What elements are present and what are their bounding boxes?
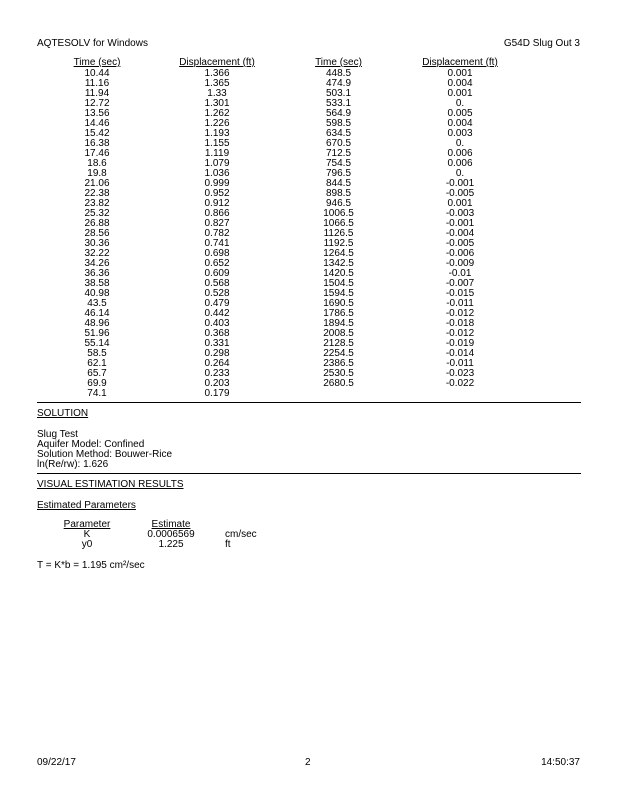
table-row (37, 289, 581, 299)
displacement-cell: -0.003 (445, 208, 475, 219)
time-cell: 670.5 (325, 138, 352, 149)
displacement-cell (400, 389, 520, 399)
displacement-cell: 1.036 (204, 168, 230, 179)
time-cell: 48.96 (84, 318, 110, 329)
displacement-cell: -0.001 (445, 218, 475, 229)
displacement-cell: 0.698 (204, 248, 230, 259)
time-cell: 2680.5 (323, 378, 354, 389)
time-cell: 58.5 (87, 348, 107, 359)
table-row (37, 139, 581, 149)
time-cell: 1192.5 (323, 238, 354, 249)
column-header: Displacement (ft) (179, 57, 255, 68)
time-cell: 40.98 (84, 288, 110, 299)
column-header: Displacement (ft) (422, 57, 498, 68)
solution-line: Aquifer Model: Confined (37, 439, 145, 450)
displacement-cell: -0.018 (445, 318, 475, 329)
time-cell: 474.9 (325, 78, 352, 89)
time-cell: 38.58 (84, 278, 110, 289)
table-row (37, 179, 581, 189)
time-cell: 55.14 (84, 338, 110, 349)
displacement-cell: 1.33 (207, 88, 227, 99)
displacement-cell: 1.226 (204, 118, 230, 129)
displacement-cell: 1.119 (204, 148, 230, 159)
time-cell: 754.5 (325, 158, 352, 169)
displacement-cell: -0.006 (445, 248, 475, 259)
time-cell: 18.6 (87, 158, 107, 169)
table-row (37, 209, 581, 219)
table-row (37, 369, 581, 379)
time-cell: 712.5 (325, 148, 352, 159)
displacement-cell: 0.652 (204, 258, 230, 269)
displacement-cell: -0.011 (446, 358, 474, 369)
time-cell: 503.1 (325, 88, 352, 99)
displacement-cell: 0.528 (204, 288, 230, 299)
displacement-cell: 0.368 (204, 328, 230, 339)
time-cell: 22.38 (84, 188, 110, 199)
time-cell: 1006.5 (323, 208, 354, 219)
footer-date: 09/22/17 (37, 757, 76, 768)
time-cell: 51.96 (84, 328, 110, 339)
parameter-column-header: Parameter (63, 519, 111, 530)
table-row (37, 239, 581, 249)
table-row (37, 299, 581, 309)
time-cell: 46.14 (84, 308, 110, 319)
parameter-unit: ft (225, 539, 231, 550)
parameter-value: 0.0006569 (147, 529, 195, 540)
displacement-cell: -0.022 (445, 378, 475, 389)
footer-page-number: 2 (305, 757, 311, 768)
time-cell: 34.26 (84, 258, 110, 269)
column-header: Time (sec) (315, 57, 362, 68)
displacement-cell: -0.015 (445, 288, 475, 299)
time-cell: 74.1 (87, 388, 107, 399)
displacement-cell: 0.001 (447, 88, 473, 99)
time-cell: 448.5 (325, 68, 352, 79)
solution-line: ln(Re/rw): 1.626 (37, 459, 109, 470)
time-cell: 1342.5 (323, 258, 354, 269)
table-row (37, 199, 581, 209)
displacement-cell: 0.005 (447, 108, 473, 119)
time-cell: 28.56 (84, 228, 110, 239)
parameter-unit: cm/sec (225, 529, 257, 540)
displacement-cell: -0.007 (445, 278, 475, 289)
displacement-cell: -0.023 (445, 368, 475, 379)
table-row (37, 129, 581, 139)
displacement-cell: 0.568 (204, 278, 230, 289)
time-cell: 11.94 (84, 88, 110, 99)
table-row (37, 159, 581, 169)
displacement-cell: 0. (455, 168, 465, 179)
table-row (37, 389, 581, 399)
table-row (37, 269, 581, 279)
displacement-cell: -0.01 (448, 268, 472, 279)
time-cell: 12.72 (84, 98, 110, 109)
time-cell: 1786.5 (323, 308, 354, 319)
time-cell: 15.42 (84, 128, 110, 139)
footer-time: 14:50:37 (541, 757, 580, 768)
time-cell: 19.8 (87, 168, 107, 179)
displacement-cell: 0.001 (447, 68, 473, 79)
displacement-cell: -0.005 (445, 188, 475, 199)
time-cell: 23.82 (84, 198, 110, 209)
time-cell: 1264.5 (323, 248, 354, 259)
time-cell: 1126.5 (323, 228, 354, 239)
table-row (37, 69, 581, 79)
displacement-cell: 0.006 (447, 148, 473, 159)
solution-heading: SOLUTION (37, 408, 89, 419)
table-row (37, 229, 581, 239)
displacement-data-table (37, 58, 581, 399)
time-cell: 598.5 (325, 118, 352, 129)
displacement-cell: 0.264 (204, 358, 230, 369)
displacement-cell: 1.193 (204, 128, 230, 139)
displacement-cell: 0.003 (447, 128, 473, 139)
time-cell: 564.9 (325, 108, 352, 119)
displacement-cell: 0.179 (204, 388, 230, 399)
time-cell: 898.5 (325, 188, 352, 199)
parameter-name: K (83, 529, 91, 540)
displacement-cell: 0.999 (204, 178, 230, 189)
table-row (37, 79, 581, 89)
time-cell: 1894.5 (323, 318, 354, 329)
displacement-cell: 0. (455, 138, 465, 149)
parameter-row (51, 540, 275, 550)
time-cell: 844.5 (325, 178, 352, 189)
column-header: Time (sec) (73, 57, 121, 68)
displacement-cell: 1.262 (204, 108, 230, 119)
table-row (37, 379, 581, 389)
time-cell: 10.44 (84, 68, 110, 79)
time-cell: 2008.5 (323, 328, 354, 339)
table-row (37, 319, 581, 329)
displacement-cell: 0.609 (204, 268, 230, 279)
parameter-name: y0 (81, 539, 93, 550)
time-cell (277, 389, 400, 399)
displacement-cell: 1.079 (204, 158, 230, 169)
displacement-cell: 0.006 (447, 158, 473, 169)
time-cell: 65.7 (87, 368, 107, 379)
displacement-cell: -0.012 (445, 328, 475, 339)
displacement-cell: 0.912 (204, 198, 230, 209)
displacement-cell: 0.952 (204, 188, 230, 199)
displacement-cell: 1.365 (204, 78, 230, 89)
time-cell: 36.36 (84, 268, 110, 279)
time-cell: 634.5 (325, 128, 352, 139)
time-cell: 43.5 (87, 298, 107, 309)
displacement-cell: 0. (455, 98, 465, 109)
displacement-cell: 0.442 (204, 308, 230, 319)
table-row (37, 249, 581, 259)
time-cell: 25.32 (84, 208, 110, 219)
displacement-cell: -0.001 (445, 178, 475, 189)
displacement-cell: 1.366 (204, 68, 230, 79)
displacement-cell: -0.004 (445, 228, 475, 239)
displacement-cell: 0.203 (204, 378, 230, 389)
table-row (37, 149, 581, 159)
time-cell: 1504.5 (323, 278, 354, 289)
time-cell: 1066.5 (323, 218, 354, 229)
time-cell: 1420.5 (323, 268, 354, 279)
transmissivity-result: T = K*b = 1.195 cm²/sec (37, 560, 145, 571)
time-cell: 2386.5 (323, 358, 354, 369)
displacement-cell: -0.019 (445, 338, 475, 349)
time-cell: 17.46 (84, 148, 110, 159)
parameter-value: 1.225 (158, 539, 184, 550)
displacement-cell: 0.827 (204, 218, 230, 229)
report-file-title: G54D Slug Out 3 (503, 38, 580, 49)
displacement-cell: 1.155 (204, 138, 230, 149)
section-divider (37, 473, 581, 474)
time-cell: 946.5 (325, 198, 352, 209)
displacement-cell: 0.298 (204, 348, 230, 359)
table-row (37, 109, 581, 119)
solution-line: Slug Test (37, 429, 78, 440)
table-row (37, 119, 581, 129)
displacement-cell: -0.005 (445, 238, 475, 249)
table-row (37, 219, 581, 229)
table-row (37, 359, 581, 369)
time-cell: 2254.5 (323, 348, 354, 359)
table-row (37, 99, 581, 109)
estimate-column-header: Estimate (151, 519, 191, 530)
time-cell: 13.56 (84, 108, 110, 119)
section-divider (37, 402, 581, 403)
time-cell: 16.38 (84, 138, 110, 149)
displacement-cell: -0.009 (445, 258, 475, 269)
table-row (37, 169, 581, 179)
table-row (37, 349, 581, 359)
time-cell: 533.1 (325, 98, 352, 109)
parameters-table (51, 520, 275, 550)
displacement-cell: -0.014 (445, 348, 475, 359)
table-row (37, 339, 581, 349)
table-header-row (37, 58, 581, 69)
time-cell: 26.88 (84, 218, 110, 229)
displacement-cell: 0.866 (204, 208, 230, 219)
report-app-title: AQTESOLV for Windows (37, 38, 148, 49)
displacement-cell: 0.741 (204, 238, 230, 249)
table-row (37, 329, 581, 339)
solution-details (37, 430, 172, 470)
time-cell: 11.16 (84, 78, 110, 89)
visual-estimation-heading: VISUAL ESTIMATION RESULTS (37, 479, 184, 490)
table-body (37, 69, 581, 399)
table-row (37, 89, 581, 99)
time-cell: 62.1 (87, 358, 107, 369)
displacement-cell: 0.331 (204, 338, 230, 349)
time-cell: 14.46 (84, 118, 110, 129)
time-cell: 2530.5 (323, 368, 354, 379)
table-row (37, 279, 581, 289)
table-row (37, 189, 581, 199)
displacement-cell: 0.004 (447, 78, 473, 89)
displacement-cell: -0.012 (445, 308, 475, 319)
displacement-cell: 1.301 (204, 98, 230, 109)
solution-line: Solution Method: Bouwer-Rice (37, 449, 173, 460)
table-row (37, 259, 581, 269)
displacement-cell: 0.782 (204, 228, 230, 239)
time-cell: 32.22 (84, 248, 110, 259)
time-cell: 1594.5 (323, 288, 354, 299)
displacement-cell: -0.011 (446, 298, 474, 309)
estimated-parameters-subheading: Estimated Parameters (37, 500, 136, 511)
time-cell: 2128.5 (323, 338, 354, 349)
displacement-cell: 0.479 (204, 298, 230, 309)
time-cell: 21.06 (84, 178, 110, 189)
time-cell: 796.5 (325, 168, 352, 179)
table-row (37, 309, 581, 319)
displacement-cell: 0.004 (447, 118, 473, 129)
displacement-cell: 0.403 (204, 318, 230, 329)
time-cell: 69.9 (87, 378, 107, 389)
displacement-cell: 0.001 (447, 198, 473, 209)
time-cell: 30.36 (84, 238, 110, 249)
time-cell: 1690.5 (323, 298, 354, 309)
displacement-cell: 0.233 (204, 368, 230, 379)
